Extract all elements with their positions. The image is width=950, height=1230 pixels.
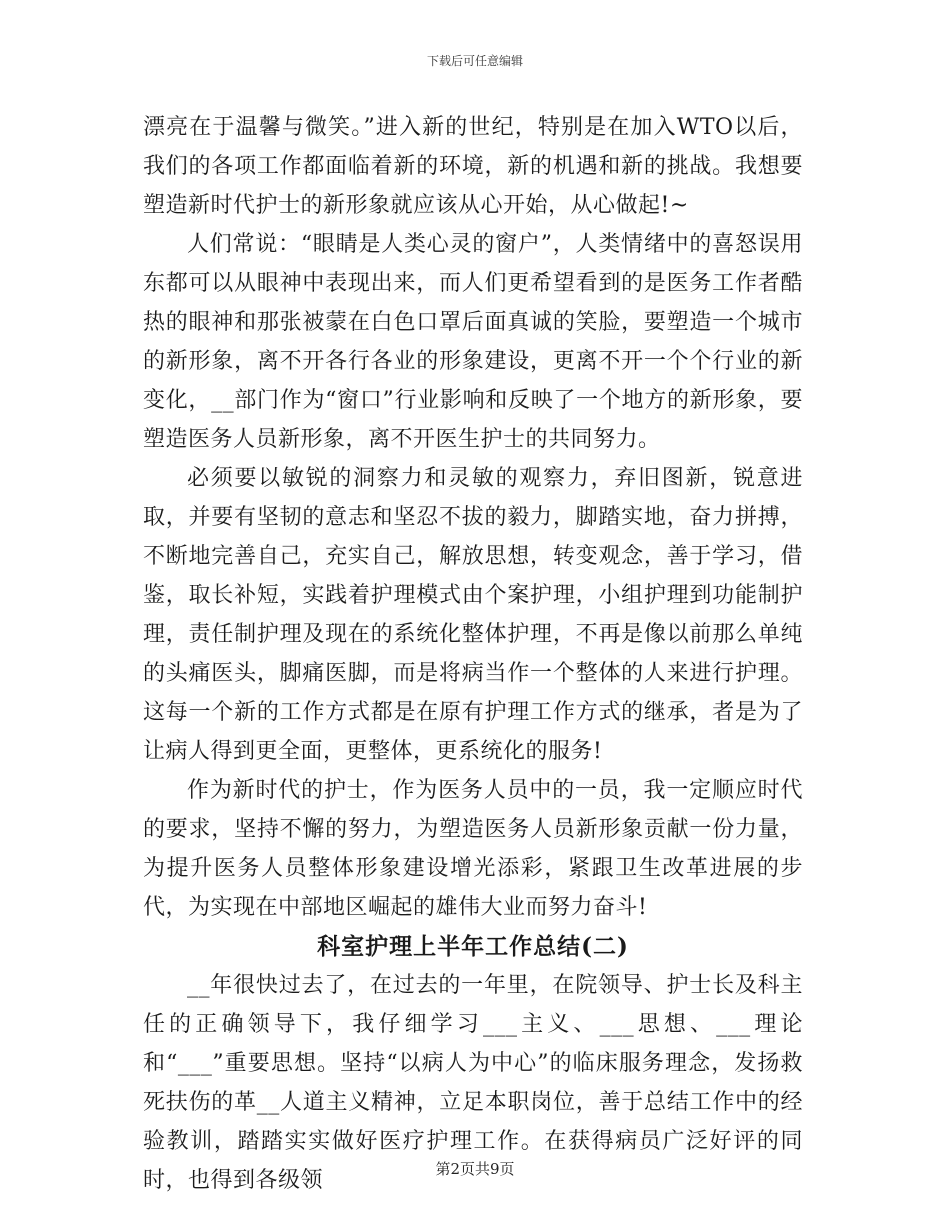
page-footer: 第2页共9页 [435,1160,515,1178]
document-body [143,108,803,1200]
paragraph-4: 作为新时代的护士，作为医务人员中的一员，我一定顺应时代的要求，坚持不懈的努力，为塑造医务人员新形象贡献一份力量，为提升医务人员整体形象建设增光添彩，紧跟卫生改革进展的步代，为实现在中部地区崛起的雄伟大业而努力奋斗! [143,778,803,920]
section-title: 科室护理上半年工作总结(二) [317,933,629,960]
paragraph-2: 人们常说：“眼睛是人类心灵的窗户”，人类情绪中的喜怒误用东都可以从眼神中表现出来，而人们更希望看到的是医务工作者酷热的眼神和那张被蒙在白色口罩后面真诚的笑脸，要塑造一个城市的新形象，离不开各行各业的形象建设，更离不开一个个行业的新变化，__部门作为“窗口”行业影响和反映了一个地方的新形象，要塑造医务人员新形象，离不开医生护士的共同努力。 [143,232,803,452]
paragraph-1: 漂亮在于温馨与微笑。”进入新的世纪，特别是在加入WTO以后，我们的各项工作都面临着新的环境，新的机遇和新的挑战。我想要塑造新时代护士的新形象就应该从心开始，从心做起!~ [143,115,803,218]
paragraph-3: 必须要以敏锐的洞察力和灵敏的观察力，弃旧图新，锐意进取，并要有坚韧的意志和坚忍不拔的毅力，脚踏实地，奋力拼搏，不断地完善自己，充实自己，解放思想，转变观念，善于学习，借鉴，取长补短，实践着护理模式由个案护理，小组护理到功能制护理，责任制护理及现在的系统化整体护理，不再是像以前那么单纯的头痛医头，脚痛医脚，而是将病当作一个整体的人来进行护理。这每一个新的工作方式都是在原有护理工作方式的继承，者是为了让病人得到更全面，更整体，更系统化的服务! [143,466,803,764]
page-header: 下载后可任意编辑 [426,54,523,68]
section-paragraph-1: __年很快过去了，在过去的一年里，在院领导、护士长及科主任的正确领导下，我仔细学习___主义、___思想、___理论和“___”重要思想。坚持“以病人为中心”的临床服务理念，发扬救死扶伤的革__人道主义精神，立足本职岗位，善于总结工作中的经验教训，踏踏实实做好医疗护理工作。在获得病员广泛好评的同时，也得到各级领 [143,973,803,1193]
